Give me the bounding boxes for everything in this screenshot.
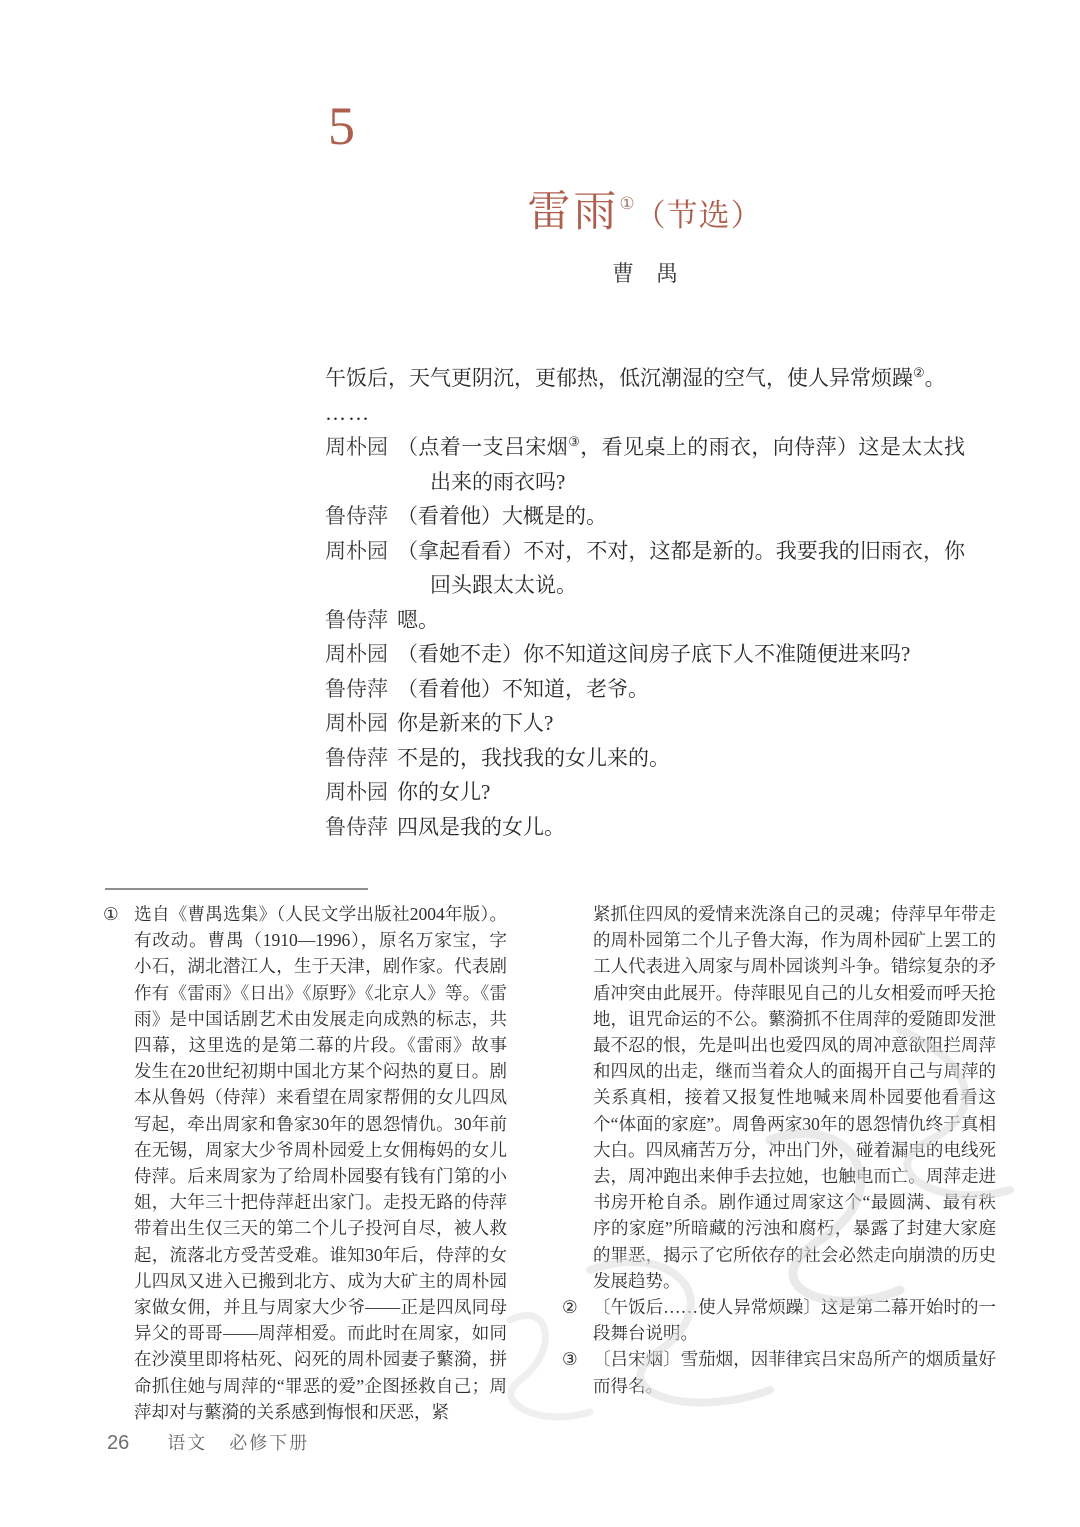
dialogue-line [325, 499, 965, 534]
footnote-marker-1: ① [103, 904, 119, 924]
dialogue-list [325, 430, 965, 844]
speech-text: （看着他）不知道，老爷。 [397, 676, 649, 701]
dialogue-line [325, 603, 965, 638]
footnote-1-text: 选自《曹禺选集》（人民文学出版社2004年版）。有改动。曹禺（1910—1996），原名万家宝，字小石，湖北潜江人，生于天津，剧作家。代表剧作有《雷雨》《日出》《原野》《北京人》等。《雷雨》是中国话剧艺术由发展走向成熟的标志，共四幕，这里选的是第二幕的片段。《雷雨》故事发生在20世纪初期中国北方某个闷热的夏日。剧本从鲁妈（侍萍）来看望在周家帮佣的女儿四凤写起，牵出周家和鲁家30年的恩怨情仇。30年前在无锡，周家大少爷周朴园爱上女佣梅妈的女儿侍萍。后来周家为了给周朴园娶有钱有门第的小姐，大年三十把侍萍赶出家门。走投无路的侍萍带着出生仅三天的第二个儿子投河自尽，被人救起，流落北方受苦受难。谁知30年后，侍萍的女儿四凤又进入已搬到北方、成为大矿主的周朴园家做女佣，并且与周家大少爷——正是四凤同母异父的哥哥——周萍相爱。而此时在周家，如同在沙漠里即将枯死、闷死的周朴园妻子蘩漪，拼命抓住她与周萍的“罪恶的爱”企图拯救自己；周萍却对与蘩漪的关系感到悔恨和厌恶，紧 [134, 904, 507, 1422]
title-text: 雷雨 [527, 189, 620, 236]
speaker-name: 周朴园 [325, 642, 388, 666]
speaker-name: 鲁侍萍 [325, 504, 388, 528]
speaker-name: 鲁侍萍 [325, 814, 388, 839]
footnote-ref-2: ② [913, 365, 925, 380]
footnote-column-left [103, 901, 507, 1425]
watermark [470, 1020, 1060, 1440]
speech-text: （点着一支吕宋烟③，看见桌上的雨衣，向侍萍）这是太太找出来的雨衣吗? [397, 434, 966, 494]
speaker-name: 周朴园 [325, 435, 388, 459]
dialogue-line [325, 672, 965, 707]
stage-direction-text: 午饭后，天气更阴沉，更郁热，低沉潮湿的空气，使人异常烦躁 [325, 366, 913, 390]
footnote-2-text: 〔午饭后……使人异常烦躁〕这是第二幕开始时的一段舞台说明。 [593, 1297, 996, 1344]
footnote-1-continuation: 紧抓住四凤的爱情来洗涤自己的灵魂；侍萍早年带走的周朴园第二个儿子鲁大海，作为周朴园矿上罢工的工人代表进入周家与周朴园谈判斗争。错综复杂的矛盾冲突由此展开。侍萍眼见自己的儿女相爱而呼天抢地，诅咒命运的不公。蘩漪抓不住周萍的爱随即发泄最不忍的恨，先是叫出也爱四凤的周冲意欲阻拦周萍和四凤的出走，继而当着众人的面揭开自己与周萍的关系真相，接着又报复性地喊来周朴园要他看看这个“体面的家庭”。周鲁两家30年的恩怨情仇终于真相大白。四凤痛苦万分，冲出门外，碰着漏电的电线死去，周冲跑出来伸手去拉她，也触电而亡。周萍走进书房开枪自杀。剧作通过周家这个“最圆满、最有秩序的家庭”所暗藏的污浊和腐朽，暴露了封建大家庭的罪恶，揭示了它所依存的社会必然走向崩溃的历史发展趋势。 [593, 904, 997, 1291]
footnote-1 [103, 901, 507, 1425]
play-excerpt [325, 361, 965, 844]
speech-text: 你的女儿? [397, 780, 491, 804]
lesson-number: 5 [328, 96, 355, 156]
footnote-3-text: 〔吕宋烟〕雪茄烟，因菲律宾吕宋岛所产的烟质量好而得名。 [593, 1349, 996, 1396]
title-suffix: （节选） [634, 198, 763, 233]
dialogue-line [325, 430, 965, 499]
page-number: 26 [107, 1432, 130, 1454]
speaker-name: 周朴园 [325, 538, 388, 563]
ellipsis-line: …… [325, 400, 371, 425]
speech-text: （看她不走）你不知道这间房子底下人不准随便进来吗? [397, 642, 911, 666]
speaker-name: 鲁侍萍 [325, 607, 388, 632]
page-footer [107, 1429, 309, 1455]
stage-direction [325, 361, 965, 396]
dialogue-line [325, 810, 965, 845]
speech-text: 你是新来的下人? [397, 711, 554, 735]
dialogue-line [325, 706, 965, 741]
speech-text: （拿起看看）不对，不对，这都是新的。我要我的旧雨衣，你回头跟太太说。 [397, 538, 965, 597]
dialogue-line [325, 775, 965, 810]
lesson-title [325, 178, 965, 239]
speech-text: （看着他）大概是的。 [397, 504, 607, 528]
stage-direction-period: 。 [924, 366, 946, 390]
footnote-divider [105, 888, 368, 890]
speech-text: 不是的，我找我的女儿来的。 [397, 745, 670, 770]
volume-label: 必修下册 [229, 1433, 310, 1453]
speech-text: 嗯。 [397, 607, 439, 632]
dialogue-line [325, 637, 965, 672]
title-footnote-ref-1: ① [619, 194, 635, 213]
author-name: 曹 禺 [611, 261, 678, 286]
footnote-marker-2: ② [562, 1297, 578, 1318]
speaker-name: 周朴园 [325, 780, 388, 804]
subject-label: 语文 [167, 1433, 208, 1453]
speaker-name: 周朴园 [325, 711, 388, 735]
dialogue-line [325, 534, 965, 603]
speaker-name: 鲁侍萍 [325, 745, 388, 770]
speaker-name: 鲁侍萍 [325, 676, 388, 701]
footnote-marker-3: ③ [562, 1349, 578, 1370]
footnote-ref-3: ③ [568, 434, 581, 449]
dialogue-line [325, 741, 965, 776]
speech-text: 四凤是我的女儿。 [397, 814, 565, 839]
